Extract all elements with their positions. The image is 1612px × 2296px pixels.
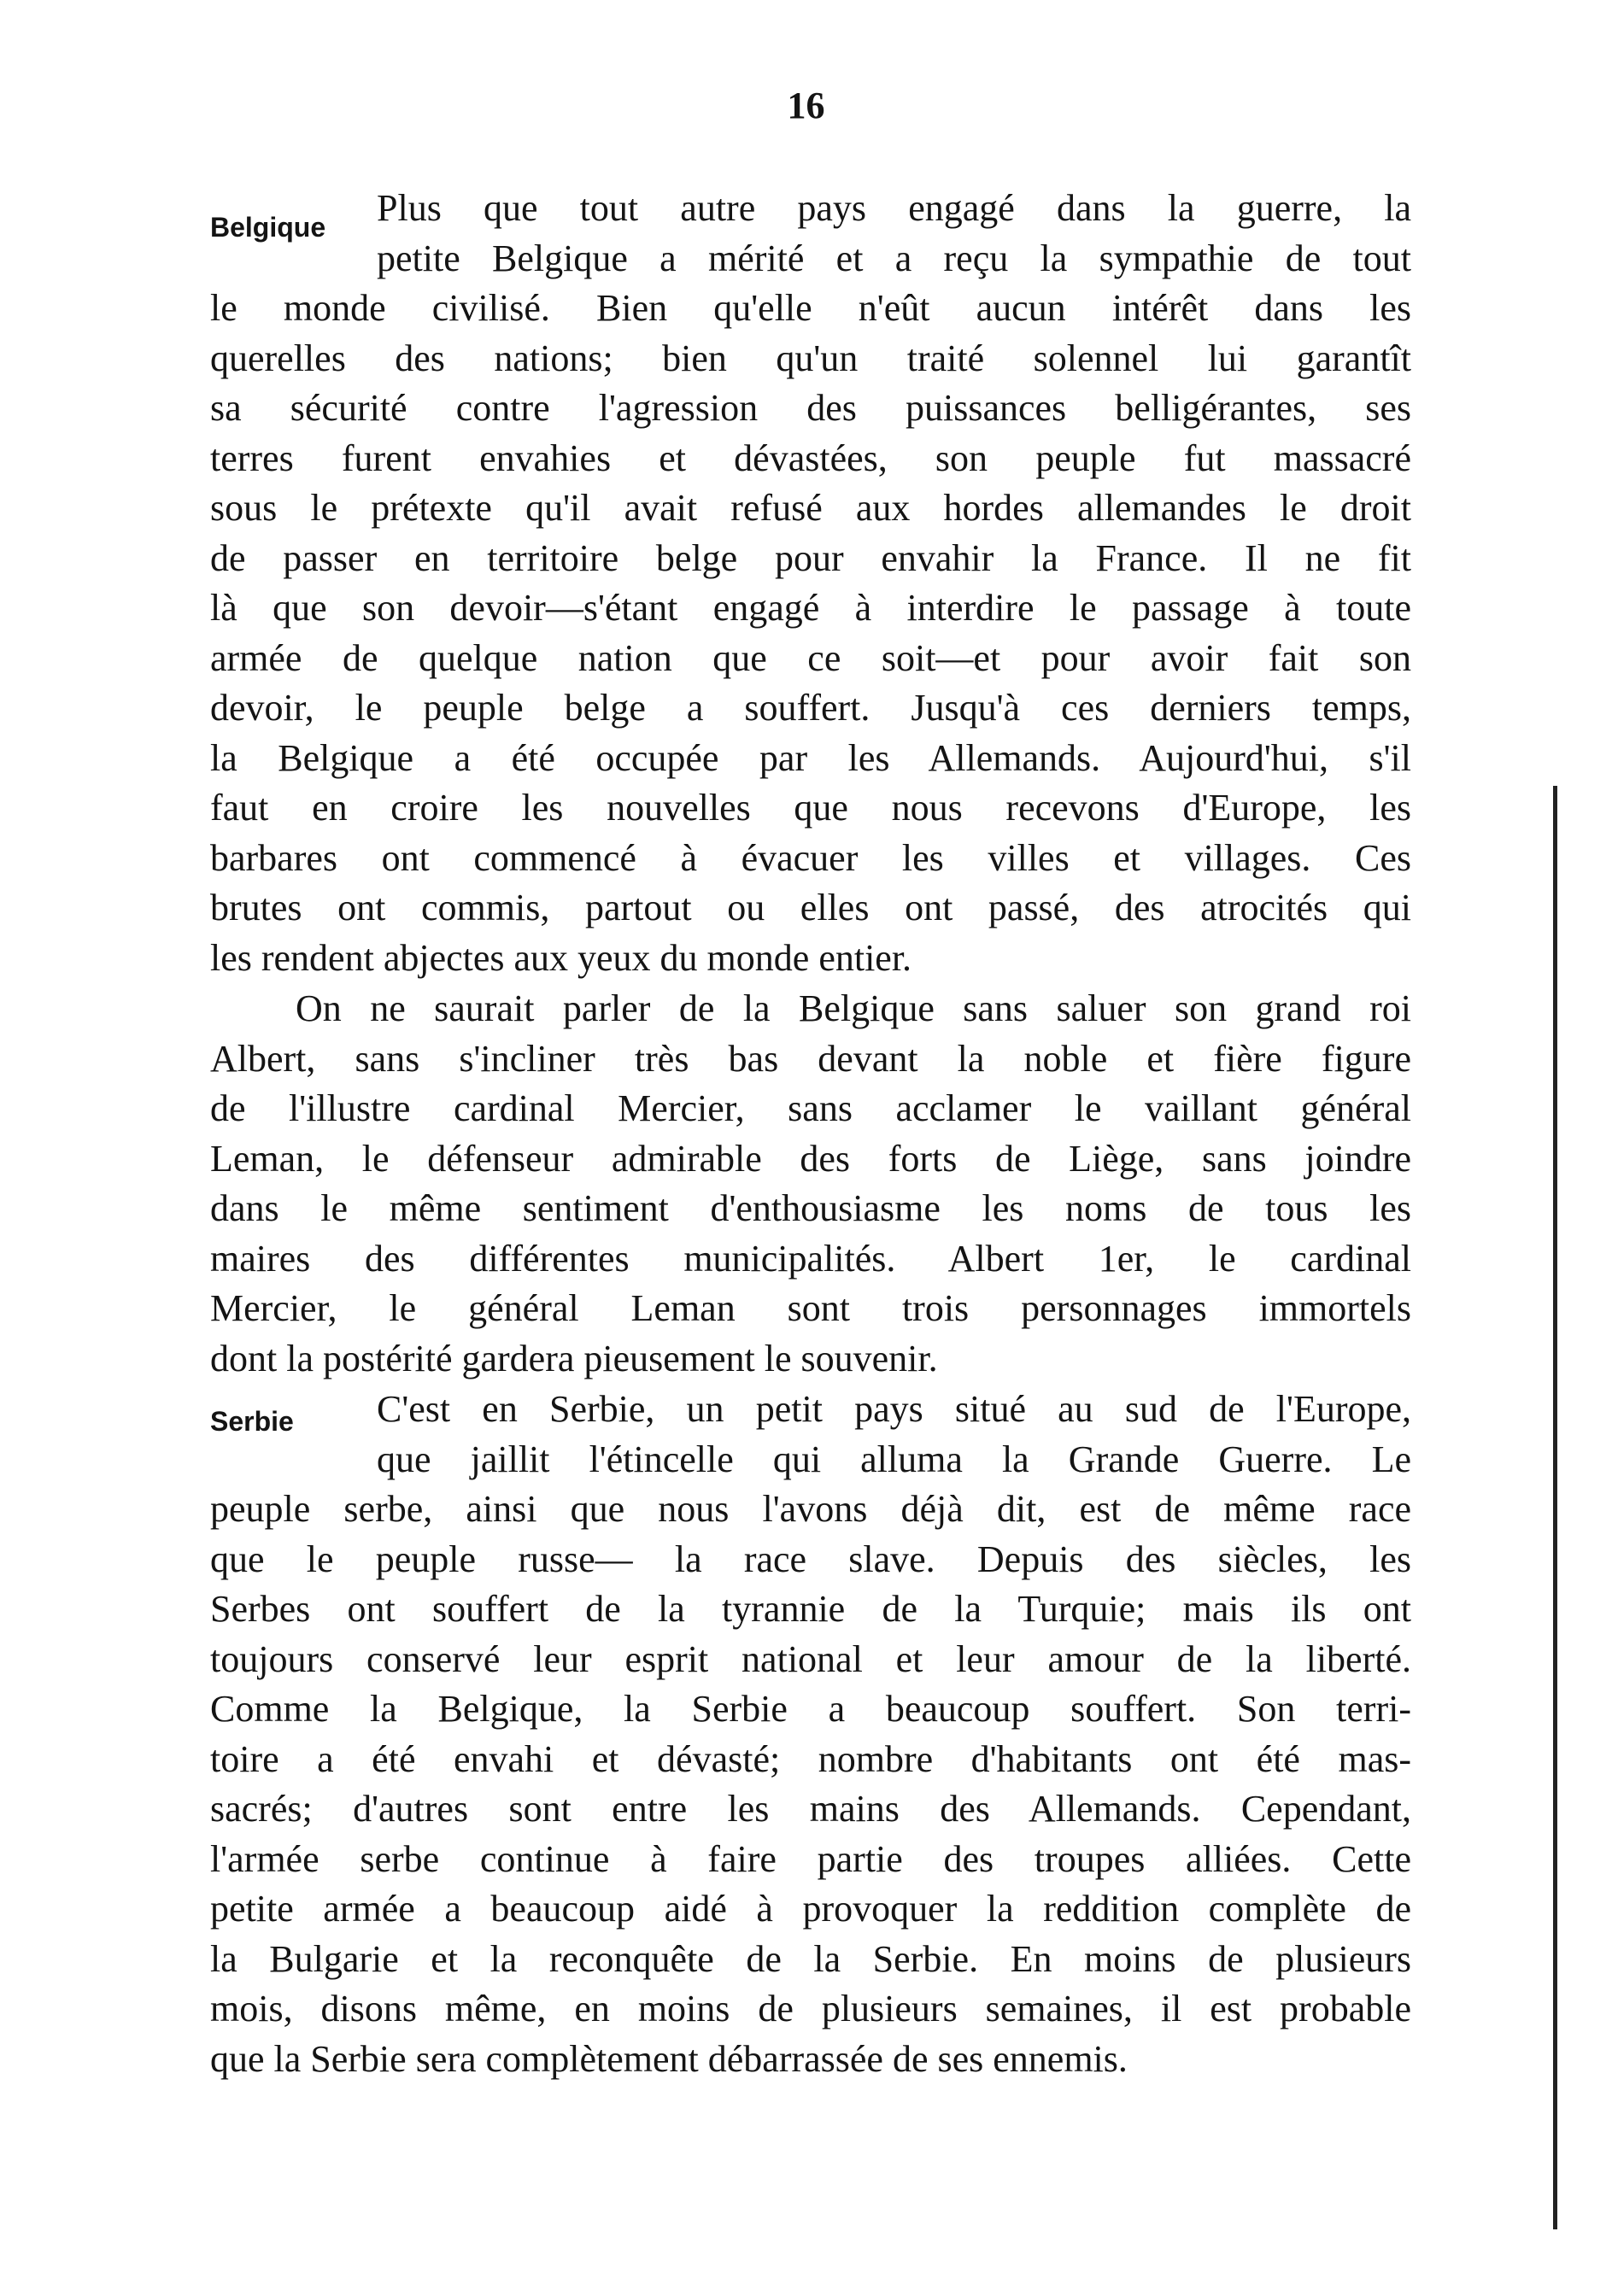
text-line: petite armée a beaucoup aidé à provoquer la reddition complète de (210, 1888, 1411, 1930)
paragraph-belgique-2 (210, 984, 1411, 1384)
text-line: armée de quelque nation que ce soit—et pour avoir fait son (210, 636, 1411, 679)
text-line: dans le même sentiment d'enthousiasme les noms de tous les (210, 1187, 1411, 1229)
text-line: que le peuple russe— la race slave. Depuis des siècles, les (210, 1538, 1411, 1580)
text-line: On ne saurait parler de la Belgique sans saluer son grand roi (296, 987, 1411, 1029)
paragraph-serbie (210, 1385, 1411, 2084)
page-edge-rule (1553, 786, 1557, 2229)
paragraph-belgique (210, 184, 1411, 983)
text-line: les rendent abjectes aux yeux du monde entier. (210, 936, 912, 979)
text-line: que la Serbie sera complètement débarrassée de ses ennemis. (210, 2037, 1128, 2080)
text-line: peuple serbe, ainsi que nous l'avons déjà dit, est de même race (210, 1488, 1411, 1530)
text-line: Leman, le défenseur admirable des forts de Liège, sans joindre (210, 1137, 1411, 1180)
text-line: faut en croire les nouvelles que nous recevons d'Europe, les (210, 787, 1411, 829)
text-line: toire a été envahi et dévasté; nombre d'habitants ont été mas- (210, 1737, 1411, 1780)
text-line: dont la postérité gardera pieusement le souvenir. (210, 1337, 938, 1379)
text-line: sa sécurité contre l'agression des puissances belligérantes, ses (210, 387, 1411, 429)
text-line: C'est en Serbie, un petit pays situé au sud de l'Europe, (377, 1388, 1411, 1430)
text-line: Albert, sans s'incliner très bas devant la noble et fière figure (210, 1037, 1411, 1080)
text-line: sous le prétexte qu'il avait refusé aux hordes allemandes le droit (210, 487, 1411, 529)
text-line: Serbes ont souffert de la tyrannie de la Turquie; mais ils ont (210, 1588, 1411, 1630)
text-line: que jaillit l'étincelle qui alluma la Grande Guerre. Le (377, 1438, 1411, 1480)
text-line: Plus que tout autre pays engagé dans la guerre, la (377, 187, 1411, 229)
text-line: devoir, le peuple belge a souffert. Jusqu'à ces derniers temps, (210, 687, 1411, 729)
text-line: terres furent envahies et dévastées, son peuple fut massacré (210, 436, 1411, 479)
text-line: querelles des nations; bien qu'un traité solennel lui garantît (210, 337, 1411, 379)
text-line: sacrés; d'autres sont entre les mains des Allemands. Cependant, (210, 1788, 1411, 1830)
text-line: toujours conservé leur esprit national et leur amour de la liberté. (210, 1637, 1411, 1680)
text-line: brutes ont commis, partout ou elles ont passé, des atrocités qui (210, 887, 1411, 928)
text-line: Comme la Belgique, la Serbie a beaucoup souffert. Son terri- (210, 1688, 1411, 1730)
text-line: petite Belgique a mérité et a reçu la sympathie de tout (377, 237, 1411, 279)
text-line: de passer en territoire belge pour envahir la France. Il ne fit (210, 536, 1411, 579)
page-number: 16 (787, 85, 825, 126)
text-line: barbares ont commencé à évacuer les villes et villages. Ces (210, 836, 1411, 879)
text-line: la Belgique a été occupée par les Allemands. Aujourd'hui, s'il (210, 736, 1411, 779)
text-line: l'armée serbe continue à faire partie des troupes alliées. Cette (210, 1837, 1411, 1880)
text-line: de l'illustre cardinal Mercier, sans acclamer le vaillant général (210, 1087, 1411, 1129)
margin-label-serbie: Serbie (210, 1406, 294, 1437)
margin-label-belgique: Belgique (210, 212, 326, 243)
text-line: Mercier, le général Leman sont trois personnages immortels (210, 1287, 1411, 1329)
text-line: la Bulgarie et la reconquête de la Serbie. En moins de plusieurs (210, 1937, 1411, 1980)
text-line: là que son devoir—s'étant engagé à interdire le passage à toute (210, 587, 1411, 629)
text-line: maires des différentes municipalités. Albert 1er, le cardinal (210, 1237, 1411, 1280)
text-line: mois, disons même, en moins de plusieurs semaines, il est probable (210, 1988, 1411, 2030)
text-line: le monde civilisé. Bien qu'elle n'eût aucun intérêt dans les (210, 287, 1411, 329)
